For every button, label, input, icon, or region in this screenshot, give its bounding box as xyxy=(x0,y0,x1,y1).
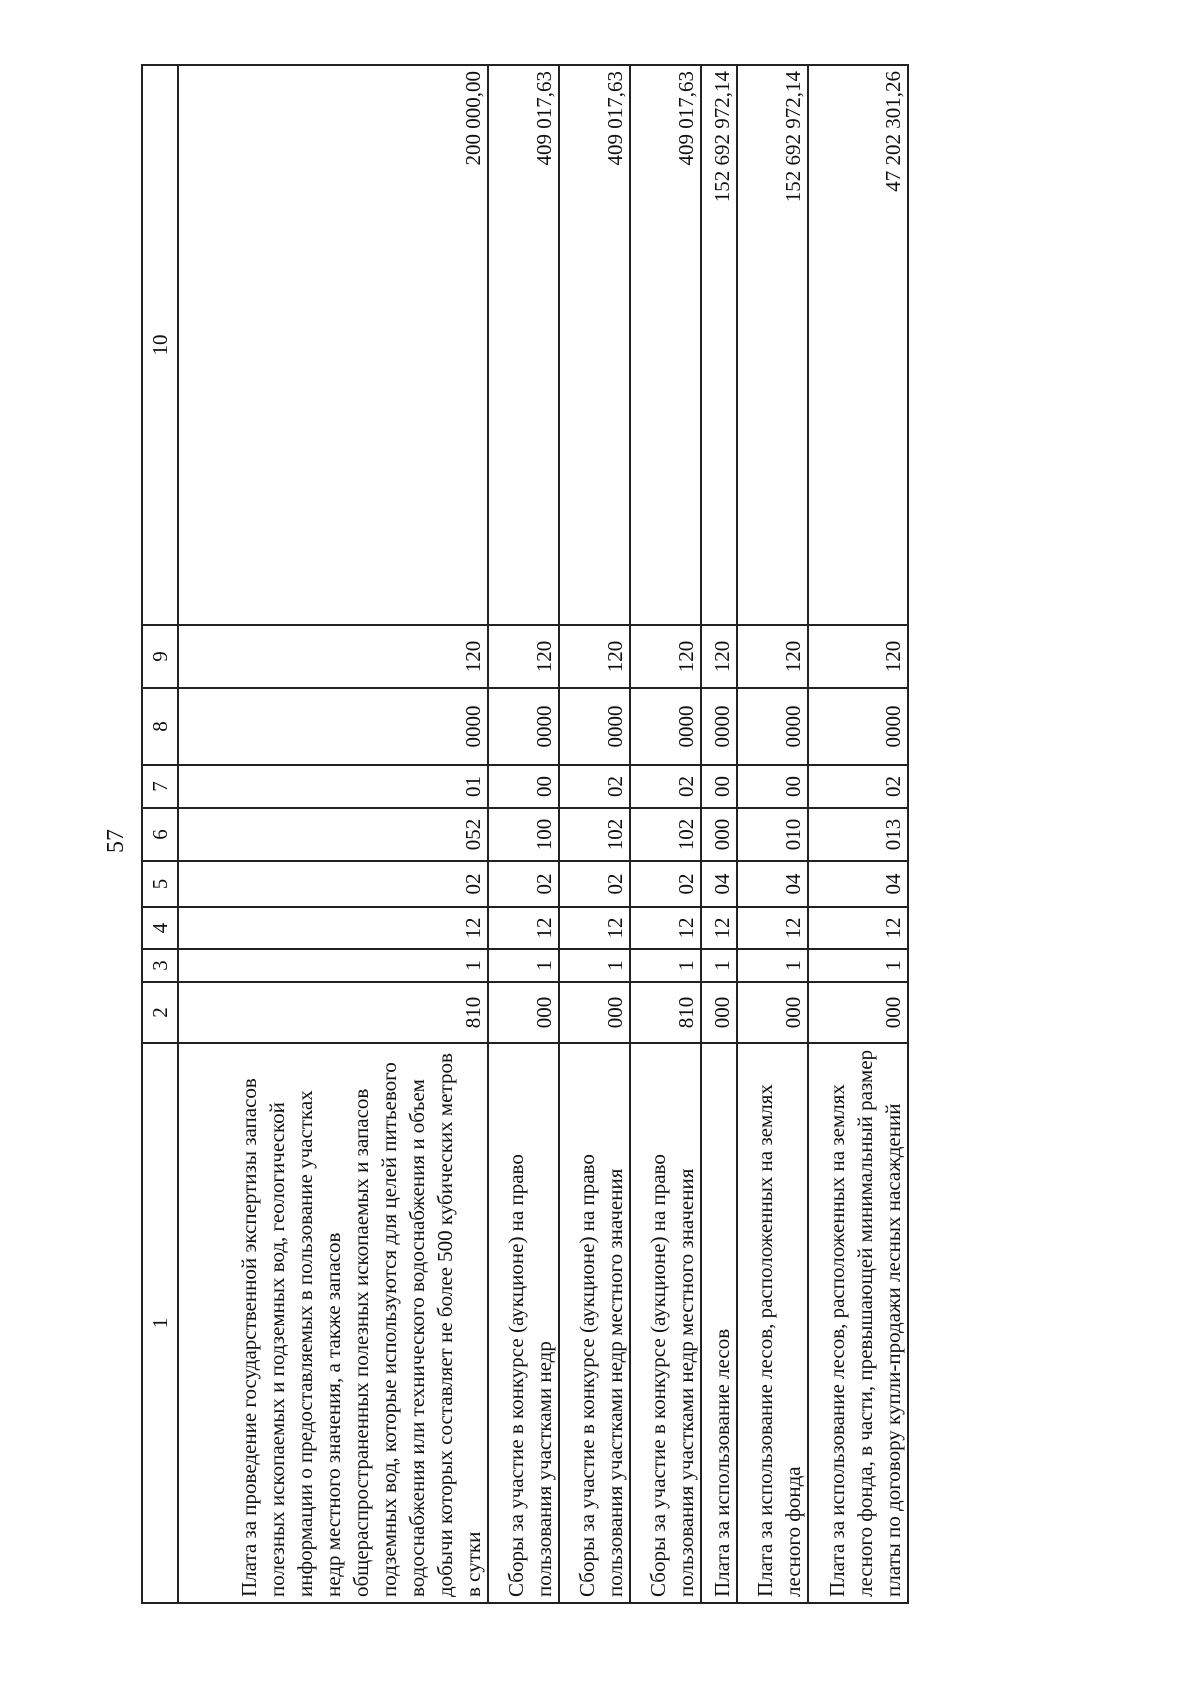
header-col-4: 4 xyxy=(142,907,178,949)
row-c2: 000 xyxy=(701,982,737,1043)
table-row xyxy=(701,65,737,1603)
header-col-7: 7 xyxy=(142,765,178,808)
row-c8: 0000 xyxy=(808,688,908,765)
row-c6: 010 xyxy=(737,808,808,861)
row-c5: 02 xyxy=(559,861,630,907)
table-row xyxy=(737,65,808,1603)
budget-table xyxy=(141,64,909,1604)
row-c2: 810 xyxy=(630,982,701,1043)
row-c3: 1 xyxy=(701,949,737,982)
row-c3: 1 xyxy=(737,949,808,982)
row-c8: 0000 xyxy=(559,688,630,765)
row-c3: 1 xyxy=(559,949,630,982)
row-c5: 02 xyxy=(178,861,488,907)
row-c2: 000 xyxy=(737,982,808,1043)
row-c4: 12 xyxy=(737,907,808,949)
row-c3: 1 xyxy=(630,949,701,982)
table-row xyxy=(630,65,701,1603)
row-c4: 12 xyxy=(178,907,488,949)
row-c4: 12 xyxy=(559,907,630,949)
row-name: Сборы за участие в конкурсе (аукционе) на право пользования участками недр местного значения xyxy=(559,1043,630,1603)
row-name: Сборы за участие в конкурсе (аукционе) на право пользования участками недр xyxy=(488,1043,559,1603)
row-c6: 102 xyxy=(559,808,630,861)
row-c10: 152 692 972,14 xyxy=(737,65,808,625)
row-c2: 000 xyxy=(488,982,559,1043)
table-row xyxy=(178,65,488,1603)
row-c9: 120 xyxy=(178,625,488,688)
row-c7: 01 xyxy=(178,765,488,808)
header-col-9: 9 xyxy=(142,625,178,688)
row-c7: 02 xyxy=(630,765,701,808)
header-col-6: 6 xyxy=(142,808,178,861)
row-name: Плата за использование лесов, расположенных на землях лесного фонда xyxy=(737,1043,808,1603)
header-col-10: 10 xyxy=(142,65,178,625)
row-c6: 000 xyxy=(701,808,737,861)
row-c2: 000 xyxy=(808,982,908,1043)
row-name: Плата за использование лесов, расположенных на землях лесного фонда, в части, превышающей минимальный размер платы по договору купли-продажи лесных насаждений xyxy=(808,1043,908,1603)
header-col-2: 2 xyxy=(142,982,178,1043)
row-c10: 409 017,63 xyxy=(559,65,630,625)
row-c5: 04 xyxy=(808,861,908,907)
row-c10: 409 017,63 xyxy=(488,65,559,625)
row-c8: 0000 xyxy=(178,688,488,765)
header-col-3: 3 xyxy=(142,949,178,982)
row-c10: 47 202 301,26 xyxy=(808,65,908,625)
row-c4: 12 xyxy=(488,907,559,949)
row-c9: 120 xyxy=(559,625,630,688)
header-col-5: 5 xyxy=(142,861,178,907)
row-c5: 04 xyxy=(701,861,737,907)
page-number: 57 xyxy=(103,829,129,853)
row-c7: 02 xyxy=(559,765,630,808)
row-c9: 120 xyxy=(701,625,737,688)
rotated-table-wrapper xyxy=(141,66,905,1604)
row-c3: 1 xyxy=(808,949,908,982)
header-col-1: 1 xyxy=(142,1043,178,1603)
row-c6: 052 xyxy=(178,808,488,861)
row-c10: 200 000,00 xyxy=(178,65,488,625)
row-c6: 102 xyxy=(630,808,701,861)
row-c3: 1 xyxy=(488,949,559,982)
row-c7: 00 xyxy=(737,765,808,808)
row-c6: 013 xyxy=(808,808,908,861)
row-c7: 00 xyxy=(488,765,559,808)
row-c8: 0000 xyxy=(737,688,808,765)
header-col-8: 8 xyxy=(142,688,178,765)
row-c10: 152 692 972,14 xyxy=(701,65,737,625)
row-c5: 04 xyxy=(737,861,808,907)
row-c5: 02 xyxy=(488,861,559,907)
table-row xyxy=(488,65,559,1603)
row-c2: 000 xyxy=(559,982,630,1043)
row-c5: 02 xyxy=(630,861,701,907)
header-row xyxy=(142,65,178,1603)
row-c9: 120 xyxy=(737,625,808,688)
row-c3: 1 xyxy=(178,949,488,982)
row-c4: 12 xyxy=(701,907,737,949)
row-name: Сборы за участие в конкурсе (аукционе) на право пользования участками недр местного значения xyxy=(630,1043,701,1603)
row-c7: 00 xyxy=(701,765,737,808)
row-c6: 100 xyxy=(488,808,559,861)
row-c9: 120 xyxy=(488,625,559,688)
row-c8: 0000 xyxy=(701,688,737,765)
table-row xyxy=(559,65,630,1603)
row-c4: 12 xyxy=(808,907,908,949)
row-name: Плата за использование лесов xyxy=(701,1043,737,1603)
row-c2: 810 xyxy=(178,982,488,1043)
row-c10: 409 017,63 xyxy=(630,65,701,625)
row-c7: 02 xyxy=(808,765,908,808)
row-c9: 120 xyxy=(808,625,908,688)
row-name: Плата за проведение государственной экспертизы запасов полезных ископаемых и подземных вод, геологической информации о предоставляемых в пользование участках недр местного значения, а также запасов общераспространенных полезных ископаемых и запасов подземных вод, которые используются для целей питьевого водоснабжения или технического водоснабжения и объем добычи которых составляет не более 500 кубических метров в сутки xyxy=(178,1043,488,1603)
row-c4: 12 xyxy=(630,907,701,949)
row-c8: 0000 xyxy=(630,688,701,765)
row-c8: 0000 xyxy=(488,688,559,765)
table-row xyxy=(808,65,908,1603)
row-c9: 120 xyxy=(630,625,701,688)
